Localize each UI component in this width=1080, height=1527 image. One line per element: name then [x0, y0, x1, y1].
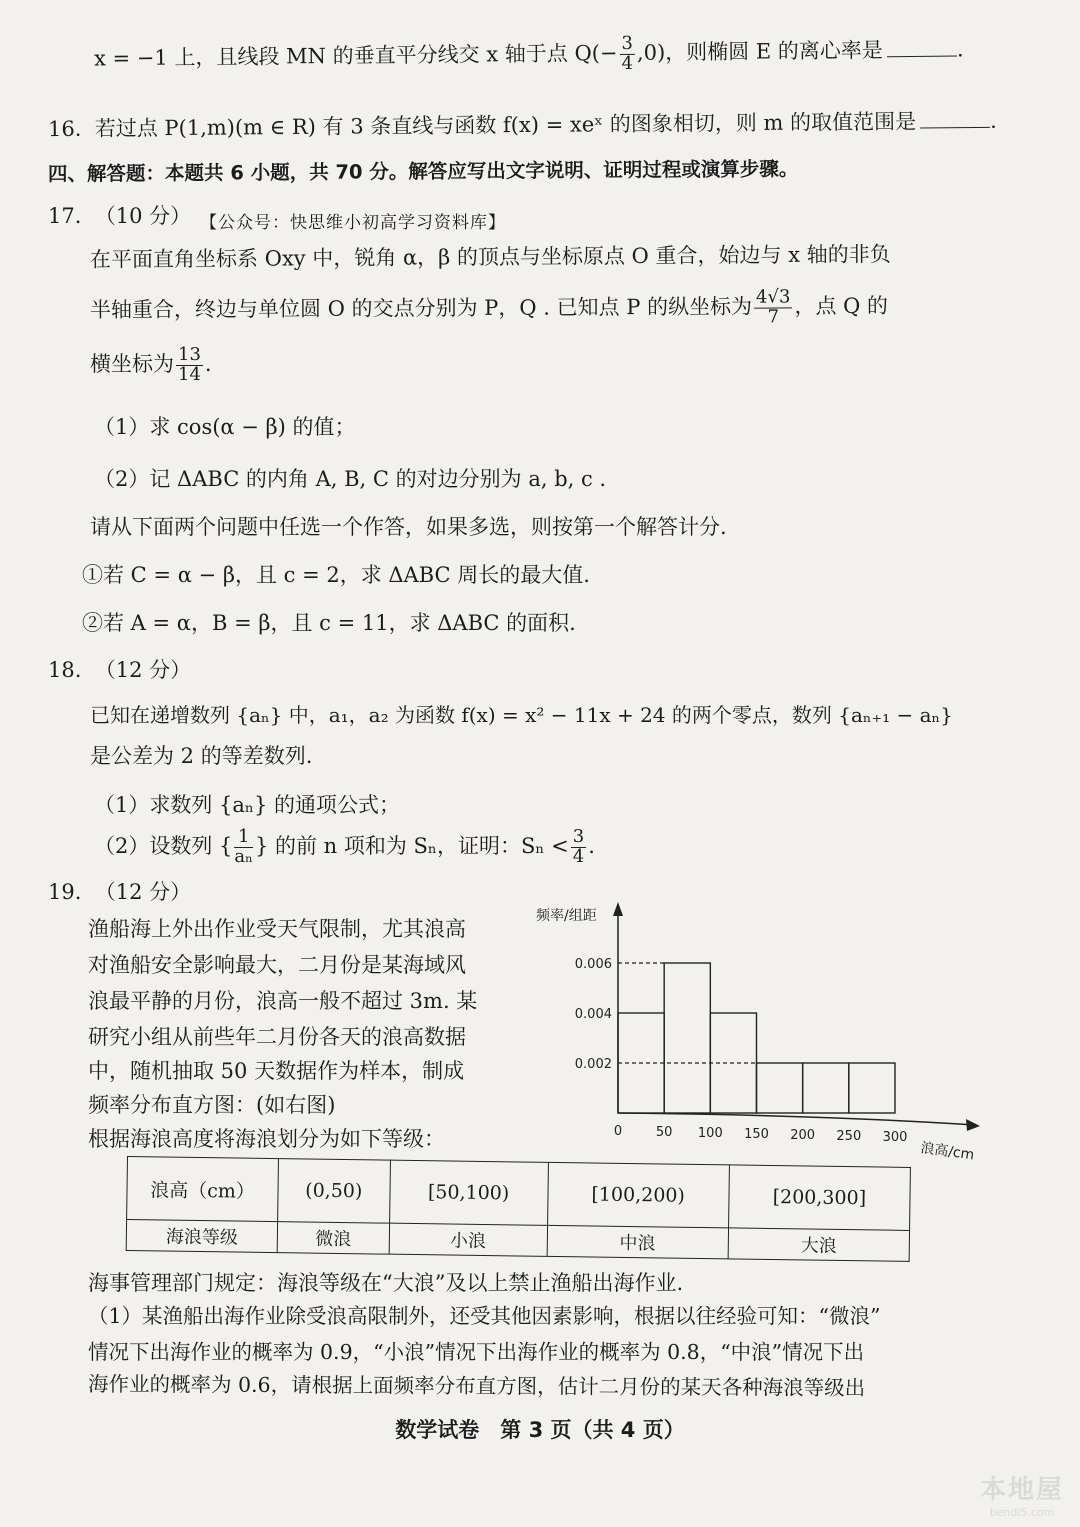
histogram-bar — [756, 1063, 802, 1113]
histogram-bar — [803, 1063, 849, 1113]
histogram-bar — [664, 963, 710, 1113]
x-axis-label: 浪高/cm — [919, 1140, 976, 1164]
q17-line2: 半轴重合，终边与单位圆 O 的交点分别为 P，Q . 已知点 P 的纵坐标为 $\frac{4√3}{7}$ ，点 Q 的 — [89, 286, 889, 328]
q15-tail: x = −1 上，且线段 MN 的垂直平分线交 x 轴于点 Q(− $\frac{3}{4}$ ,0)，则椭圆 E 的离心率是 . — [93, 32, 964, 74]
grade-cell: 小浪 — [389, 1223, 547, 1256]
x-tick-label: 0 — [613, 1124, 623, 1139]
range-cell: [50,100) — [389, 1160, 548, 1225]
table-header-cell: 浪高（cm） — [127, 1157, 279, 1222]
brand-url: bendi5.com — [989, 1506, 1055, 1519]
range-cell: (0,50) — [278, 1159, 390, 1224]
q17-part1: （1）求 cos(α − β) 的值； — [94, 415, 356, 439]
answer-blank — [920, 109, 990, 129]
grade-cell: 中浪 — [547, 1225, 729, 1259]
q18-line1: 已知在递增数列 {aₙ} 中，a₁，a₂ 为函数 f(x) = x² − 11x + 24 的两个零点，数列 {aₙ₊₁ − aₙ} — [90, 703, 953, 727]
q19-para-4: 研究小组从前些年二月份各天的浪高数据 — [88, 1025, 466, 1049]
q19-para-1: 渔船海上外出作业受天气限制，尤其浪高 — [88, 917, 466, 941]
x-tick-label: 300 — [882, 1130, 908, 1145]
q19-rule: 海事管理部门规定：海浪等级在“大浪”及以上禁止渔船出海作业. — [88, 1271, 684, 1295]
x-tick-label: 50 — [655, 1125, 673, 1140]
q19-heading: 19. （12 分） — [48, 880, 192, 904]
q19-para-3: 浪最平静的月份，浪高一般不超过 3m. 某 — [88, 989, 478, 1013]
q19-grade-intro: 根据海浪高度将海浪划分为如下等级： — [88, 1127, 445, 1151]
histogram-bar — [849, 1063, 895, 1113]
range-cell: [100,200) — [547, 1162, 729, 1228]
brand-name: 本地屋 — [979, 1475, 1064, 1505]
q17-heading: 17. （10 分） — [48, 204, 192, 228]
histogram-chart — [520, 890, 990, 1170]
x-tick-label: 200 — [790, 1128, 816, 1143]
q17-part2: （2）记 ΔABC 的内角 A, B, C 的对边分别为 a, b, c . — [94, 467, 607, 491]
q18-line2: 是公差为 2 的等差数列. — [90, 744, 313, 768]
q19-part1-line2: 情况下出海作业的概率为 0.9，“小浪”情况下出海作业的概率为 0.8，“中浪”情况下出 — [88, 1340, 865, 1364]
page-footer: 数学试卷 第 3 页（共 4 页） — [395, 1418, 685, 1442]
q17-line3: 横坐标为 $\frac{13}{14}$ . — [90, 344, 212, 385]
q-fraction: $\frac{13}{14}$ — [178, 344, 201, 385]
series-fraction: $\frac{1}{\text{aₙ}}$ — [234, 826, 253, 867]
q17-line1: 在平面直角坐标系 Oxy 中，锐角 α，β 的顶点与坐标原点 O 重合，始边与 x 轴的非负 — [89, 242, 891, 272]
q18-part2: （2）设数列 { $\frac{1}{\text{aₙ}}$ } 的前 n 项和为 Sₙ，证明：Sₙ < $\frac{3}{4}$ . — [94, 826, 595, 867]
section-heading: 四、解答题：本题共 6 小题，共 70 分。解答应写出文字说明、证明过程或演算步骤。 — [47, 157, 799, 186]
q17-choose: 请从下面两个问题中任选一个作答，如果多选，则按第一个解答计分. — [90, 515, 727, 539]
q17-option2: ②若 A = α，B = β，且 c = 11，求 ΔABC 的面积. — [82, 611, 576, 635]
bound-fraction: $\frac{3}{4}$ — [572, 826, 585, 867]
q18-part1: （1）求数列 {aₙ} 的通项公式； — [94, 793, 401, 817]
q16: 16. 若过点 P(1,m)(m ∈ R) 有 3 条直线与函数 f(x) = xeˣ 的图象相切，则 m 的取值范围是 . — [47, 108, 997, 142]
range-cell: [200,300] — [728, 1165, 910, 1231]
x-tick-label: 150 — [744, 1127, 769, 1142]
q19-para-6: 频率分布直方图：(如右图) — [88, 1093, 336, 1117]
p-fraction: $\frac{4√3}{7}$ — [754, 288, 793, 327]
table-label-cell: 海浪等级 — [126, 1220, 277, 1253]
y-tick-label: 0.004 — [574, 1007, 612, 1022]
q15-fraction: $\frac{3}{4}$ — [621, 32, 634, 74]
brand-watermark — [980, 1469, 1064, 1519]
x-axis — [618, 1113, 975, 1125]
x-axis-arrow — [966, 1119, 980, 1131]
q19-part1-line1: （1）某渔船出海作业除受浪高限制外，还受其他因素影响，根据以往经验可知：“微浪” — [88, 1304, 881, 1328]
wave-grade-table — [126, 1156, 911, 1262]
q18-heading: 18. （12 分） — [48, 658, 192, 682]
q19-part1-line3: 海作业的概率为 0.6，请根据上面频率分布直方图，估计二月份的某天各种海浪等级出 — [87, 1371, 866, 1401]
y-tick-label: 0.006 — [574, 957, 612, 972]
table-row — [127, 1157, 911, 1231]
grade-cell: 大浪 — [728, 1228, 910, 1262]
q17-option1: ①若 C = α − β，且 c = 2，求 ΔABC 周长的最大值. — [82, 563, 590, 587]
watermark-text: 【公众号：快思维小初高学习资料库】 — [200, 213, 506, 233]
y-axis-label: 频率/组距 — [536, 908, 597, 924]
q19-para-2: 对渔船安全影响最大，二月份是某海域风 — [88, 953, 466, 977]
x-tick-label: 100 — [697, 1126, 723, 1141]
answer-blank — [887, 37, 957, 57]
x-tick-label: 250 — [836, 1129, 862, 1144]
y-axis-arrow — [613, 902, 623, 916]
q19-para-5: 中，随机抽取 50 天数据作为样本，制成 — [88, 1059, 465, 1083]
grade-cell: 微浪 — [277, 1222, 389, 1255]
y-tick-label: 0.002 — [574, 1057, 612, 1072]
